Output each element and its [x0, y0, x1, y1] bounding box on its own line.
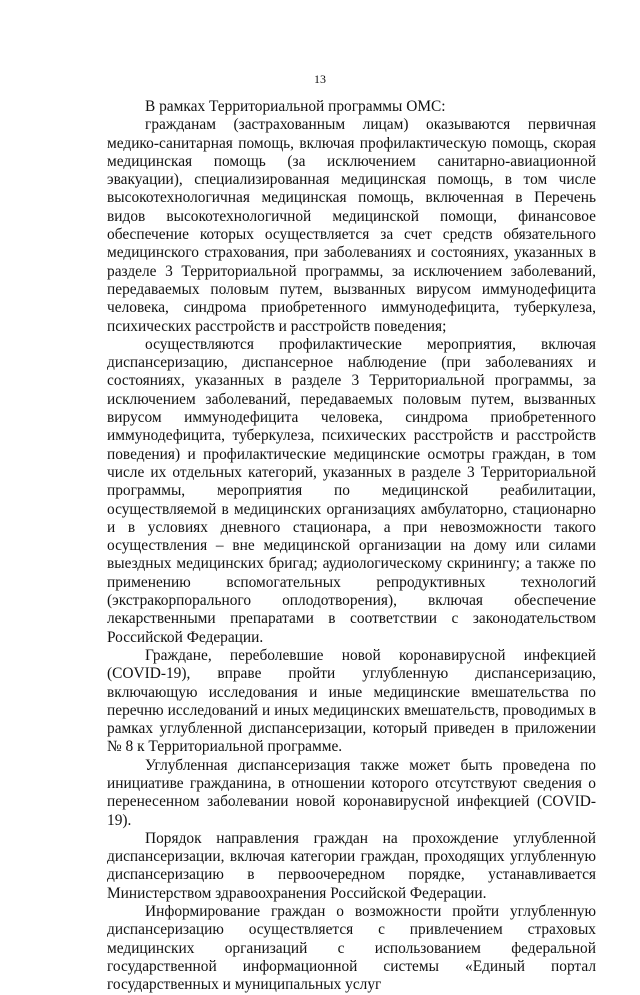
paragraph-covid-dispensarization: Граждане, переболевшие новой коронавирусной инфекцией (COVID-19), вправе пройти углубленную диспансеризацию, включающую исследования и иные медицинские вмешательства по перечню исследований и иных медицинских вмешательств, проводимых в рамках углубленной диспансеризации, который приведен в приложении № 8 к Территориальной программе. — [107, 646, 596, 756]
page-number: 13 — [314, 72, 326, 86]
paragraph-initiative: Углубленная диспансеризация также может быть проведена по инициативе гражданина, в отношении которого отсутствуют сведения о перенесенном заболевании новой коронавирусной инфекцией (COVID-19). — [107, 756, 596, 829]
paragraph-procedure: Порядок направления граждан на прохождение углубленной диспансеризации, включая категории граждан, проходящих углубленную диспансеризацию в первоочередном порядке, устанавливается Министерством здравоохранения Российской Федерации. — [107, 829, 596, 902]
paragraph-preventive-measures: осуществляются профилактические мероприятия, включая диспансеризацию, диспансерное наблюдение (при заболеваниях и состояниях, указанных в разделе 3 Территориальной программы, за исключением заболеваний, передаваемых половым путем, вызванных вирусом иммунодефицита человека, синдрома приобретенного иммунодефицита, туберкулеза, психических расстройств и расстройств поведения) и профилактические медицинские осмотры граждан, в том числе их отдельных категорий, указанных в разделе 3 Территориальной программы, мероприятия по медицинской реабилитации, осуществляемой в медицинских организациях амбулаторно, стационарно и в условиях дневного стационара, а при невозможности такого осуществления – вне медицинской организации на дому или силами выездных медицинских бригад; аудиологическому скринингу; а также по применению вспомогательных репродуктивных технологий (экстракорпорального оплодотворения), включая обеспечение лекарственными препаратами в соответствии с законодательством Российской Федерации. — [107, 335, 596, 646]
document-body — [107, 98, 596, 995]
paragraph-intro: В рамках Территориальной программы ОМС: — [145, 98, 446, 115]
paragraph-informing: Информирование граждан о возможности пройти углубленную диспансеризацию осуществляется с привлечением страховых медицинских организаций с использованием федеральной государственной информационной системы «Единый портал государственных и муниципальных услуг — [107, 903, 596, 994]
paragraph-medical-care: гражданам (застрахованным лицам) оказываются первичная медико-санитарная помощь, включая профилактическую помощь, скорая медицинская помощь (за исключением санитарно-авиационной эвакуации), специализированная медицинская помощь, в том числе высокотехнологичная медицинская помощь, включенная в Перечень видов высокотехнологичной медицинской помощи, финансовое обеспечение которых осуществляется за счет средств обязательного медицинского страхования, при заболеваниях и состояниях, указанных в разделе 3 Территориальной программы, за исключением заболеваний, передаваемых половым путем, вызванных вирусом иммунодефицита человека, синдрома приобретенного иммунодефицита, туберкулеза, психических расстройств и расстройств поведения; — [107, 116, 596, 335]
